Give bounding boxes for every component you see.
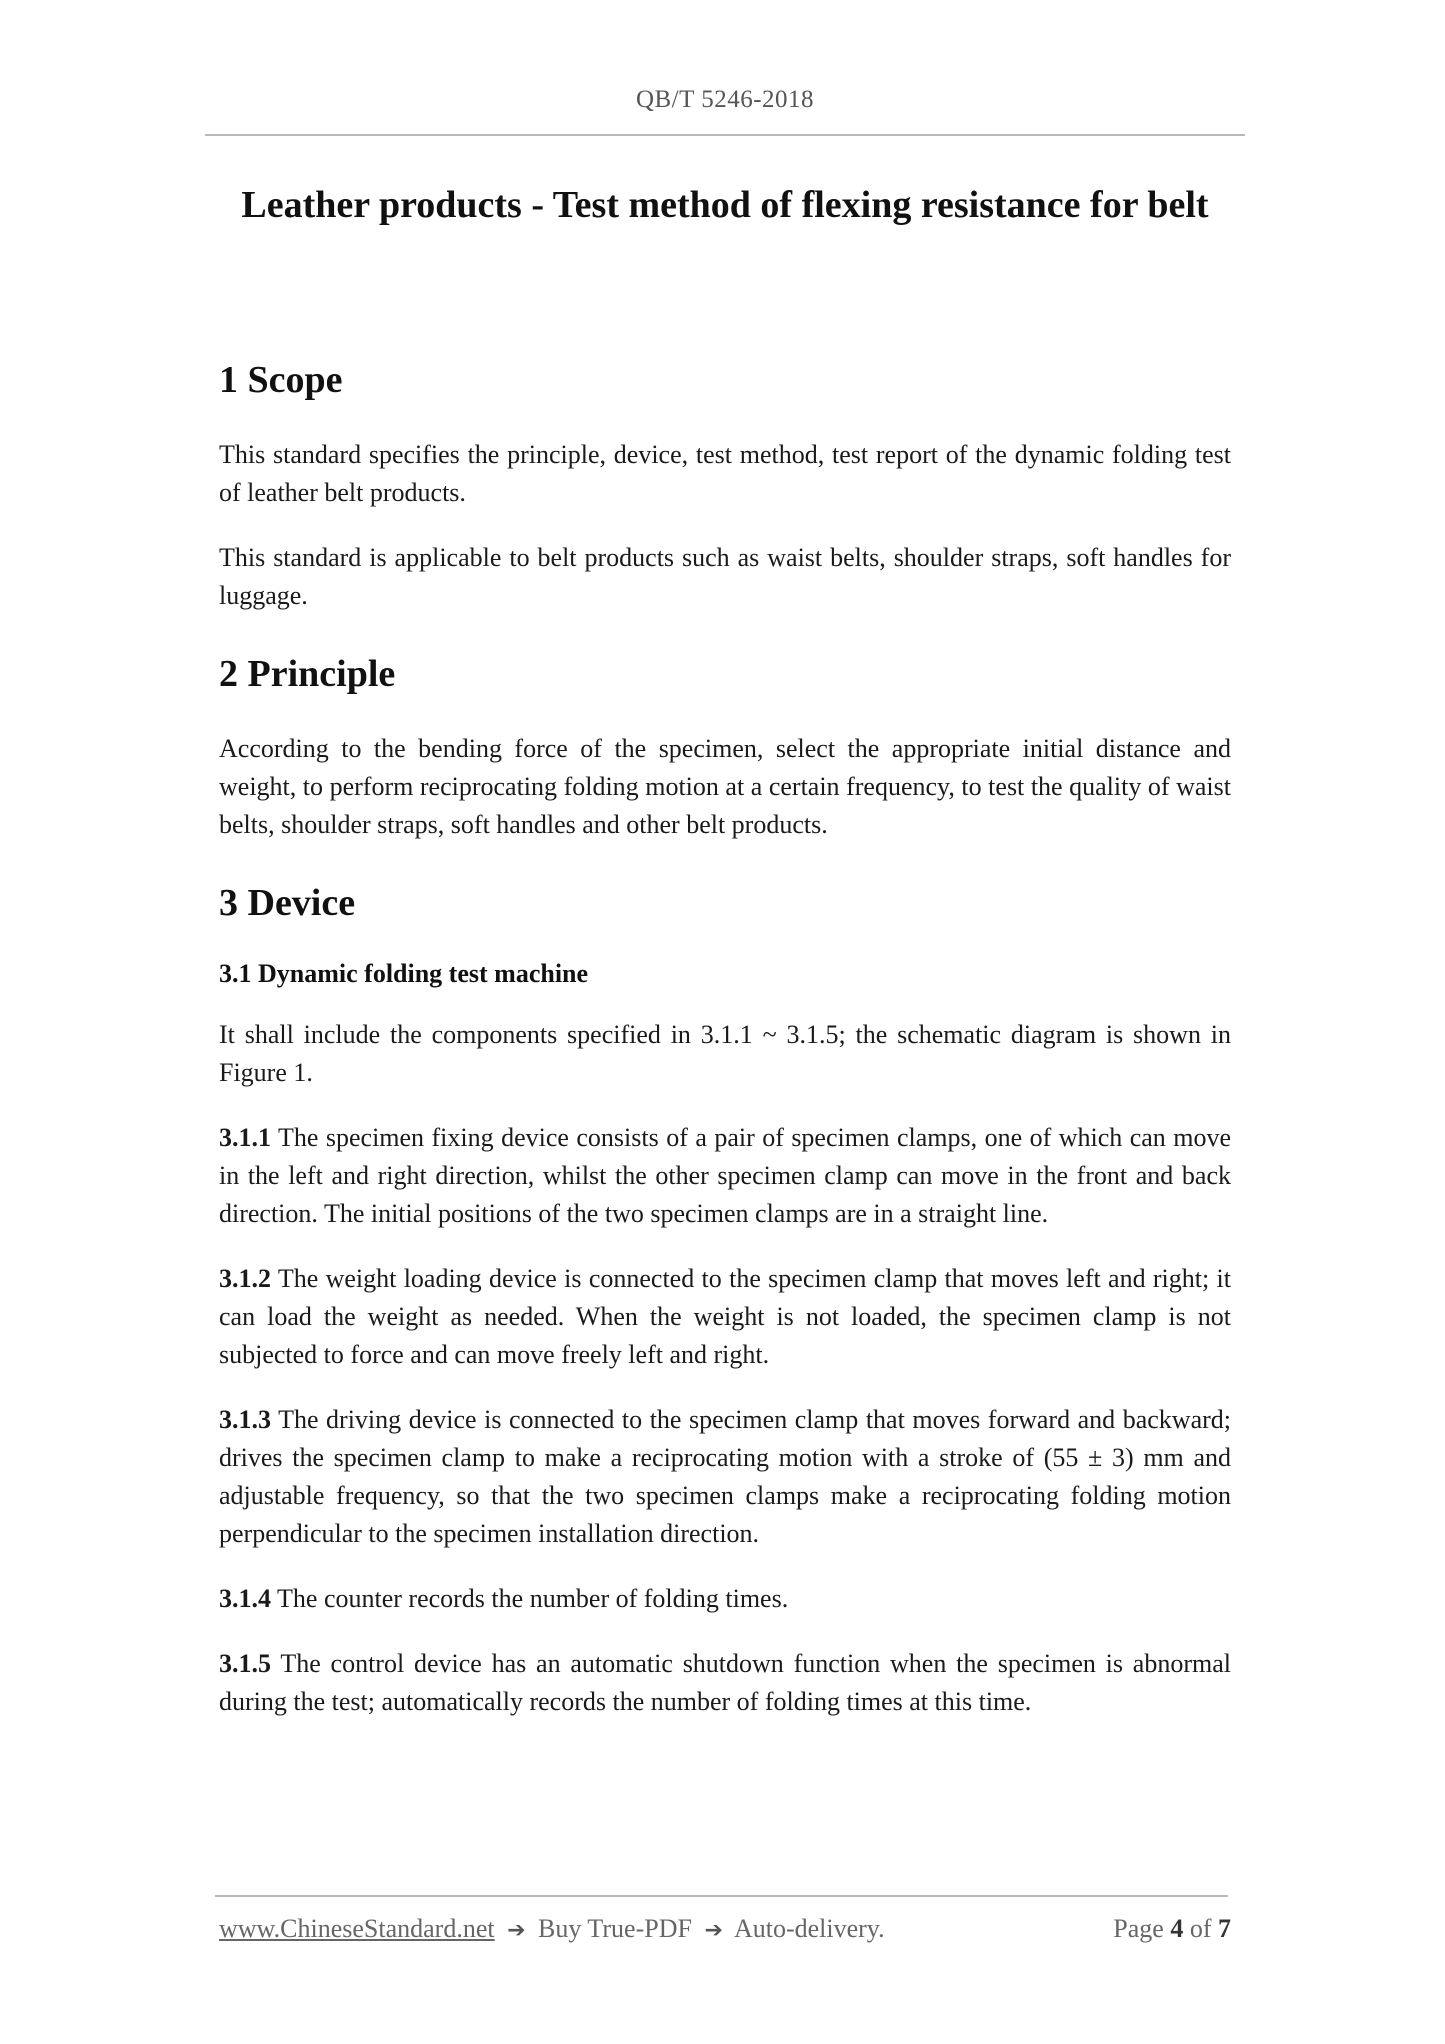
footer-left: [219, 1914, 885, 1944]
section-heading-device: 3 Device: [219, 882, 356, 924]
page-current: 4: [1170, 1914, 1184, 1943]
arrow-right-icon: ➔: [507, 1918, 526, 1943]
clause-text: The specimen fixing device consists of a pair of specimen clamps, one of which can move in the left and right direction, whilst the other specimen clamp can move in the front and back direction. The initial positions of the two specimen clamps are in a straight line.: [219, 1123, 1231, 1228]
subsection-heading-test-machine: 3.1 Dynamic folding test machine: [219, 959, 589, 988]
buy-true-pdf-text: Buy True-PDF: [538, 1914, 692, 1943]
clause-text: The weight loading device is connected to the specimen clamp that moves left and right; it can load the weight as needed. When the weight is not loaded, the specimen clamp is not subjected to force and can move freely left and right.: [219, 1264, 1231, 1369]
footer-divider: [215, 1895, 1228, 1897]
clause-3-1-1: [219, 1119, 1231, 1233]
clause-text: The driving device is connected to the specimen clamp that moves forward and backward; drives the specimen clamp to make a reciprocating motion with a stroke of (55 ± 3) mm and adjustable frequency, so that the two specimen clamps make a reciprocating folding motion perpendicular to the specimen installation direction.: [219, 1405, 1231, 1548]
header-divider: [205, 134, 1245, 136]
clause-text: The counter records the number of folding times.: [271, 1584, 789, 1613]
device-intro-paragraph: It shall include the components specified in 3.1.1 ~ 3.1.5; the schematic diagram is shown in Figure 1.: [219, 1020, 1231, 1087]
clause-number: 3.1.5: [219, 1649, 271, 1678]
clause-text: The control device has an automatic shutdown function when the specimen is abnormal during the test; automatically records the number of folding times at this time.: [219, 1649, 1231, 1716]
auto-delivery-text: Auto-delivery.: [733, 1914, 885, 1943]
clause-number: 3.1.1: [219, 1123, 271, 1152]
principle-paragraph: According to the bending force of the specimen, select the appropriate initial distance and weight, to perform reciprocating folding motion at a certain frequency, to test the quality of waist belts, shoulder straps, soft handles and other belt products.: [219, 734, 1231, 839]
document-body: [219, 354, 1231, 1721]
section-heading-scope: 1 Scope: [219, 359, 343, 401]
page-label: Page: [1113, 1914, 1164, 1943]
scope-paragraph-1: This standard specifies the principle, device, test method, test report of the dynamic folding test of leather belt products.: [219, 440, 1231, 507]
clause-3-1-5: [219, 1645, 1231, 1721]
section-heading-principle: 2 Principle: [219, 653, 396, 695]
clause-number: 3.1.3: [219, 1405, 271, 1434]
arrow-right-icon: ➔: [704, 1918, 723, 1943]
clause-3-1-4: [219, 1580, 1231, 1618]
clause-3-1-3: [219, 1401, 1231, 1553]
document-title: Leather products - Test method of flexing resistance for belt: [241, 184, 1209, 226]
clause-number: 3.1.2: [219, 1264, 271, 1293]
standard-code-header: QB/T 5246-2018: [635, 86, 815, 113]
clause-3-1-2: [219, 1260, 1231, 1374]
website-link[interactable]: www.ChineseStandard.net: [219, 1914, 495, 1943]
scope-paragraph-2: This standard is applicable to belt products such as waist belts, shoulder straps, soft handles for luggage.: [219, 543, 1231, 610]
clause-number: 3.1.4: [219, 1584, 271, 1613]
page-total: 7: [1218, 1914, 1231, 1943]
page-footer: [219, 1914, 1231, 1944]
page-indicator: [1113, 1914, 1231, 1944]
page-of-label: of: [1189, 1914, 1212, 1943]
